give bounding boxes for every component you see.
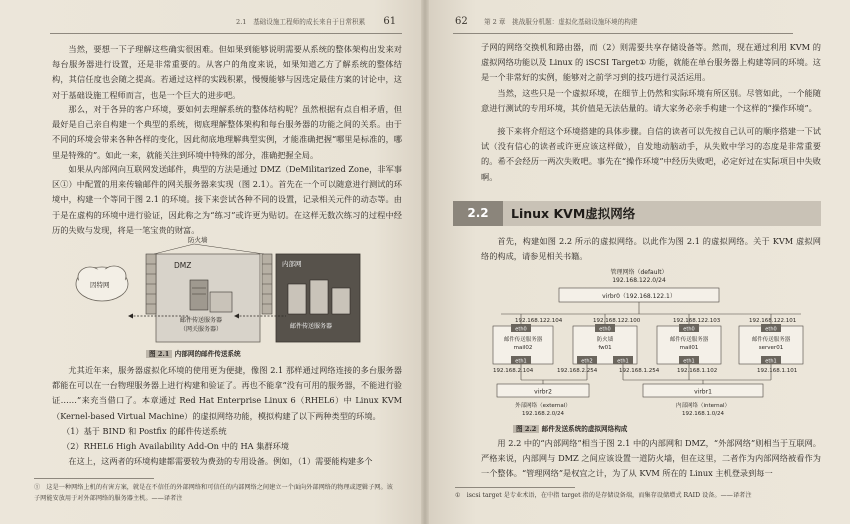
- list-item: （2）RHEL6 High Availability Add-On 中的 HA 集群环境: [62, 441, 289, 451]
- figure-caption: [146, 348, 241, 358]
- figure-2-1: [70, 232, 370, 360]
- ip-1-254: 192.168.1.254: [619, 368, 660, 374]
- internal-server-label: 邮件传送服务器: [290, 323, 333, 330]
- ip-104: 192.168.122.104: [515, 318, 563, 324]
- mgmt-title: 管理网络（default）: [610, 269, 668, 276]
- header-rule: [453, 33, 793, 34]
- footnote: ① iscsi target 是专业术语，在中指 target 指的是存储设备端，而集存设储增式 RAID 设备。——译者注: [455, 492, 752, 499]
- book-gutter: [421, 0, 429, 524]
- gateway-label-1: 邮件传送服务器: [180, 317, 223, 324]
- running-header: [236, 16, 396, 27]
- ip-1-102: 192.168.1.102: [677, 368, 718, 374]
- int-subnet: 192.168.1.0/24: [681, 411, 725, 417]
- svg-text:eth1: eth1: [515, 358, 527, 365]
- host-mail01: [657, 324, 721, 365]
- right-page: [425, 0, 850, 524]
- list-item: （1）基于 BIND 和 Postfix 的邮件传送系统: [62, 426, 227, 436]
- paragraph: 当然，这些只是一个虚拟环境，在细节上仍然和实际环境有所区别。尽管如此，一个能随意进行测试的专用环境，其价值是无法估量的。请大家务必亲手构建一个这样的“操作环境”。: [481, 88, 821, 114]
- svg-text:eth1: eth1: [765, 358, 777, 365]
- svg-text:mail01: mail01: [679, 345, 699, 351]
- footnote-rule: [455, 487, 575, 488]
- ip-1-101: 192.168.1.101: [757, 368, 798, 374]
- virbr2-label: virbr2: [534, 388, 552, 396]
- int-title: 内部网络（internal）: [675, 403, 731, 409]
- caption-text: 邮件发送系统的虚拟网络构成: [541, 425, 628, 433]
- svg-text:eth2: eth2: [581, 358, 593, 365]
- footnote-rule: [34, 478, 154, 479]
- section-heading-bar: [453, 201, 821, 226]
- section-title: Linux KVM虚拟网络: [511, 206, 636, 221]
- ext-title: 外部网络（external）: [515, 403, 571, 409]
- paragraph: 尤其近年来，服务器虚拟化环境的使用更为便捷，像图 2.1 那样通过网络连接的多台服务器都能在可以在一台物理服务器上进行构建和验证了。再也不能拿“没有可用的服务器，不能进行验证……”来充当借口了。本章通过 Red Hat Enterprise Linux 6（RHEL6）中 Linux KVM（Kernel-based Virtual Machine）的虚拟网络功能，模拟构建了以下两种类型的环境。: [52, 365, 402, 421]
- mgmt-subnet: 192.168.122.0/24: [612, 277, 666, 284]
- caption-number: 图 2.2: [513, 425, 539, 433]
- network-diagram: [70, 232, 370, 360]
- host-fw01: [573, 324, 637, 365]
- svg-text:eth1: eth1: [683, 358, 695, 365]
- running-header: [455, 16, 637, 27]
- svg-text:mail02: mail02: [513, 345, 533, 351]
- page-number: 62: [455, 16, 468, 27]
- svg-text:eth0: eth0: [599, 326, 611, 333]
- dmz-label: DMZ: [174, 261, 192, 270]
- running-header-text: 第 2 章 挑战服分机题：虚拟化基础设施环境的构建: [483, 18, 638, 26]
- svg-text:eth1: eth1: [617, 358, 629, 365]
- figure-caption: [513, 423, 627, 433]
- paragraph: 接下来将介绍这个环境搭建的具体步骤。自信的读者可以先按自己认可的顺序搭建一下试试（没有信心的读者或许更应该这样做），自发地动脑动手，从失败中学习的态度是非常重要的。希不会经历一两次失败吧。事先在“操作环境”中经历失败吧，必定好过在实际项目中失败啊。: [481, 126, 821, 182]
- paragraph: 当然，要想一下子理解这些确实很困难。但如果到能够说明需要从系统的整体架构出发来对每台服务器进行设置，还是非常重要的。从客户的角度来说，如果知道乙方了解系统的整体结构，其信任度也会随之提高。若通过这样的实践积累，慢慢能够与因选定最佳方案的讨论中，这对于基础设施工程师而言，也是一个巨大的进步吧。: [52, 44, 402, 100]
- paragraph: 用 2.2 中的“内部网络”相当于图 2.1 中的内部网和 DMZ，“外部网络”则相当于互联网。严格来说，内部网与 DMZ 之间应该设置一道防火墙，但在这里，二者作为内部网络被看作为一个整体。“管理网络”是权宜之计，为了从 KVM 所在的 Linux 主机登录到每一: [481, 438, 821, 479]
- paragraph: 首先，构建如图 2.2 所示的虚拟网络。以此作为图 2.1 的虚拟网络。关于 KVM 虚拟网络的构成，请参见相关书籍。: [481, 236, 821, 262]
- svg-text:邮件传送服务器: 邮件传送服务器: [503, 337, 543, 343]
- header-rule: [50, 33, 402, 34]
- caption-number: 图 2.1: [146, 350, 172, 358]
- paragraph: 子网的网络交换机和路由器，而（2）则需要共享存储设备等。然而，现在通过利用 KVM 的虚拟网络功能以及 Linux 的 iSCSI Target① 功能，就能在单台服务器上构建等同的环境。这是一个非常好的实例，能够对之前学习到的技巧进行灵活运用。: [481, 42, 821, 83]
- internal-label: 内部网: [282, 260, 302, 268]
- figure-2-2: [481, 266, 821, 424]
- svg-text:邮件传送服务器: 邮件传送服务器: [669, 337, 709, 343]
- ip-2-104: 192.168.2.104: [493, 368, 534, 374]
- caption-text: 内部网的邮件传送系统: [174, 350, 241, 358]
- gateway-label-2: （网关服务器）: [180, 326, 223, 333]
- virbr1-label: virbr1: [694, 388, 712, 396]
- svg-text:防火墙: 防火墙: [596, 337, 614, 343]
- section-number: 2.2: [453, 201, 503, 226]
- ip-2-254: 192.168.2.254: [557, 368, 598, 374]
- svg-text:eth0: eth0: [515, 326, 527, 333]
- host-mail02: [493, 324, 553, 365]
- host-server01: [739, 324, 803, 365]
- paragraph: 在这上，这两者的环境构建都需要较为费劲的专用设备。例如，（1）需要能构建多个: [68, 456, 373, 466]
- ip-100: 192.168.122.100: [593, 318, 641, 324]
- ip-101: 192.168.122.101: [749, 318, 797, 324]
- firewall-label: 防火墙: [188, 236, 208, 244]
- footnote: ① 这是一种网络上机的有害方案，就是在不信任的外部网络和可信任的内部网络之间建立一个面向外部网络的物理或逻辑子网。该子网能安放用于对外部网络的服务器主机。——译者注: [34, 484, 393, 502]
- paragraph: 如果从内部网向互联网发送邮件，典型的方法是通过 DMZ（DeMilitarized Zone，非军事区①）中配置的用来传输邮件的网关服务器来实现（图 2.1）。首先在一个可以随意进行测试的环境中，构建一个等同于图 2.1 的环境。接下来尝试各种不同的设置，记录相关元件的动态等。由于是在虚构的环境中进行验证，因此称之为“练习”或许更为贴切。在这样无数次练习的过程中经历的失败与发现，将是一笔宝贵的财富。: [52, 164, 402, 235]
- svg-text:eth0: eth0: [765, 326, 777, 333]
- virtual-network-diagram: [481, 266, 821, 424]
- internet-label: 因特网: [90, 281, 110, 289]
- ip-103: 192.168.122.103: [673, 318, 721, 324]
- page-number: 61: [383, 16, 397, 27]
- svg-text:fw01: fw01: [598, 345, 612, 351]
- svg-text:server01: server01: [758, 345, 784, 351]
- svg-text:eth0: eth0: [683, 326, 695, 333]
- running-header-text: 2.1 基础设施工程师的成长来自于日常积累: [236, 18, 366, 26]
- ext-subnet: 192.168.2.0/24: [521, 411, 565, 417]
- svg-text:邮件传送服务器: 邮件传送服务器: [751, 337, 791, 343]
- virbr0-label: virbr0（192.168.122.1）: [602, 293, 676, 300]
- paragraph: 那么，对于各异的客户环境，要如何去理解系统的整体结构呢？虽然根据有点自相矛盾，但最好是自己亲自构建一个典型的系统，彻底理解整体架构和每台服务器的功能之间的关系。由于不同的环境会带来各种各样的变化，因此彻底地理解典型实例，才能准确把握“哪里是标准的，哪里是特殊的”。如此一来，就能关注到环境中特殊的部分，准确把握全局。: [52, 104, 402, 160]
